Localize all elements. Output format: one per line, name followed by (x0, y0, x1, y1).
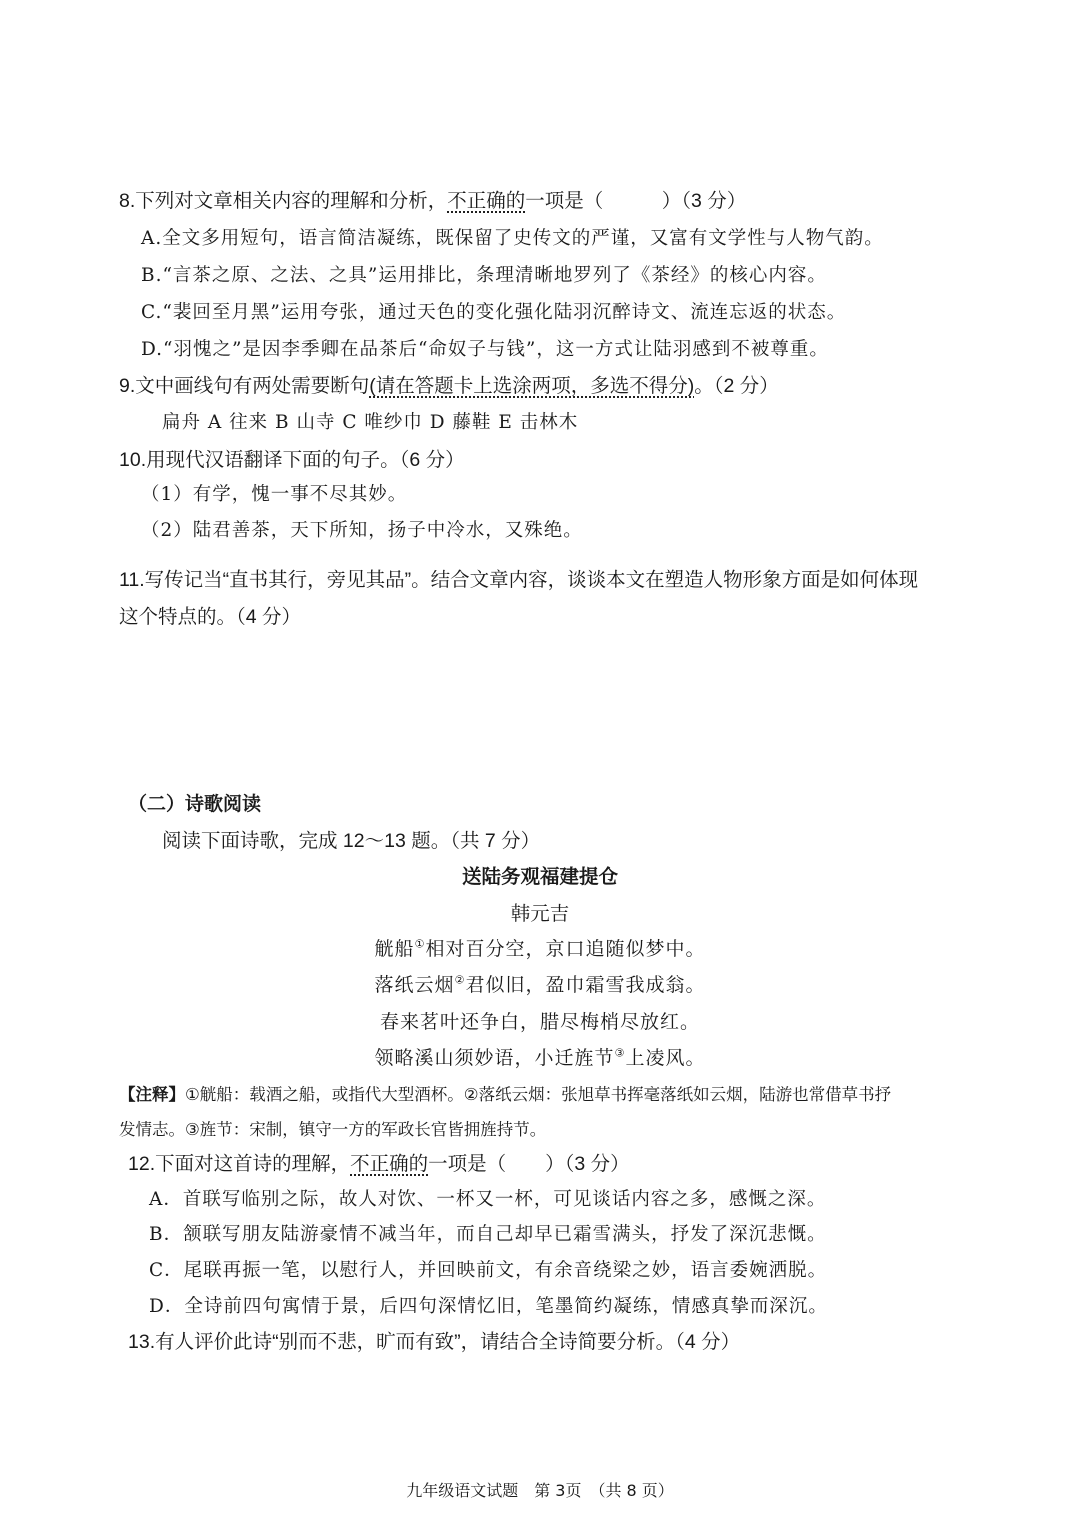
poem-title: 送陆务观福建提仓 (461, 865, 618, 888)
q10-item-1: （1）有学，愧一事不尽其妙。 (141, 484, 408, 505)
q8-option-a: A.全文多用短句，语言简洁凝练，既保留了史传文的严谨，又富有文学性与人物气韵。 (141, 228, 884, 249)
q12-option-d: D．全诗前四句寓情于景，后四句深情忆旧，笔墨简约凝练，情感真挚而深沉。 (149, 1296, 828, 1317)
poem-author: 韩元吉 (510, 902, 570, 925)
poem-line-3: 春来茗叶还争白，腊尽梅梢尽放红。 (379, 1011, 700, 1033)
q13-stem: 13.有人评价此诗“别而不悲，旷而有致”，请结合全诗简要分析。（4 分） (128, 1331, 741, 1353)
q12-option-b: B．颔联写朋友陆游豪情不减当年，而自己却早已霜雪满头，抒发了深沉悲慨。 (149, 1224, 827, 1245)
q12-stem: 12.下面对这首诗的理解，不正确的一项是（ ）（3 分） (128, 1153, 630, 1175)
q12-emphasis: 不正确的 (350, 1153, 429, 1175)
page-footer: 九年级语文试题 第 3页 （共 8 页） (406, 1481, 674, 1500)
poem-line-2: 落纸云烟②君似旧，盈巾霜雪我成翁。 (374, 973, 706, 996)
q8-option-b: B.“言茶之原、之法、之具”运用排比，条理清晰地罗列了《茶经》的核心内容。 (141, 265, 827, 286)
q9-stem: 9.文中画线句有两处需要断句(请在答题卡上选涂两项，多选不得分)。（2 分） (119, 375, 779, 397)
q11-stem-line2: 这个特点的。（4 分） (119, 606, 302, 628)
q10-stem: 10.用现代汉语翻译下面的句子。（6 分） (119, 449, 465, 471)
section-intro: 阅读下面诗歌，完成 12～13 题。（共 7 分） (162, 830, 541, 852)
q10-item-2: （2）陆君善茶，天下所知，扬子中冷水，又殊绝。 (141, 520, 583, 541)
q9-emphasis: (请在答题卡上选涂两项，多选不得分) (369, 375, 695, 397)
q9-sentence: 扁舟 A 往来 B 山寺 C 唯纱巾 D 藤鞋 E 击林木 (162, 412, 579, 433)
q8-emphasis: 不正确的 (447, 190, 526, 212)
poem-line-4: 领略溪山须妙语，小迁旌节③上凌风。 (374, 1046, 706, 1069)
notes-line-1: 【注释】①觥船：载酒之船，或指代大型酒杯。②落纸云烟：张旭草书挥毫落纸如云烟，陆游也常借草书抒 (119, 1085, 892, 1104)
footnote-marker: ③ (614, 1046, 626, 1060)
poem-line-1: 觥船①相对百分空，京口追随似梦中。 (374, 937, 706, 960)
notes-line-2: 发情志。③旌节：宋制，镇守一方的军政长官皆拥旌持节。 (119, 1120, 547, 1139)
q8-stem: 8.下列对文章相关内容的理解和分析，不正确的一项是（ ）（3 分） (119, 190, 747, 212)
q12-option-c: C．尾联再振一笔，以慰行人，并回映前文，有余音绕梁之妙，语言委婉洒脱。 (149, 1260, 828, 1281)
footnote-marker: ② (454, 973, 466, 987)
section-heading: （二）诗歌阅读 (128, 793, 262, 815)
footnote-marker: ① (414, 937, 426, 951)
q8-option-d: D.“羽愧之”是因李季卿在品茶后“命奴子与钱”，这一方式让陆羽感到不被尊重。 (141, 339, 829, 360)
q11-stem-line1: 11.写传记当“直书其行，旁见其品”。结合文章内容，谈谈本文在塑造人物形象方面是如何体现 (119, 569, 919, 591)
q8-option-c: C.“裴回至月黑”运用夸张，通过天色的变化强化陆羽沉醉诗文、流连忘返的状态。 (141, 302, 847, 323)
q12-option-a: A．首联写临别之际，故人对饮、一杯又一杯，可见谈话内容之多，感慨之深。 (149, 1189, 827, 1210)
notes-label: 【注释】 (119, 1085, 185, 1104)
